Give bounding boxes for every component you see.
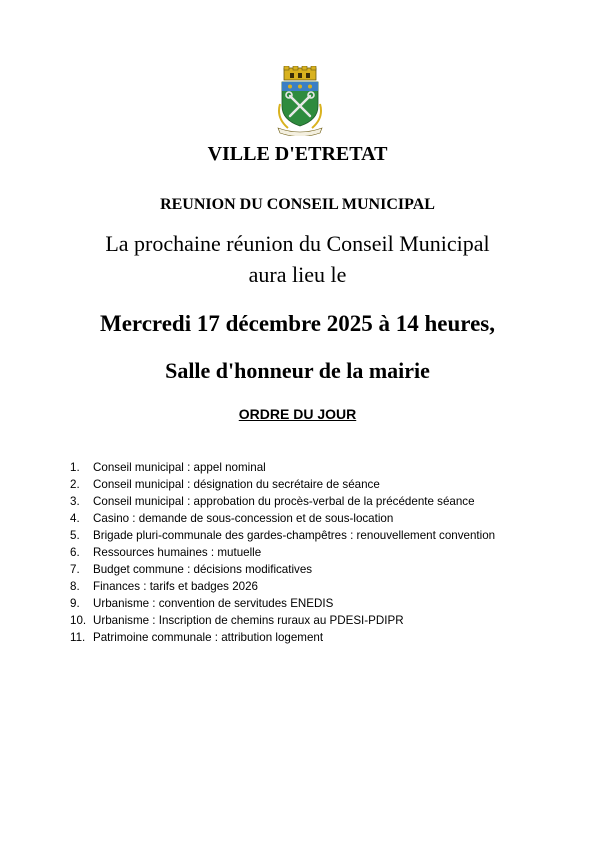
item-number: 6. xyxy=(70,546,80,559)
item-text: Brigade pluri-communale des gardes-champêtres : renouvellement convention xyxy=(93,529,496,542)
item-number: 4. xyxy=(70,512,80,525)
agenda-title: ORDRE DU JOUR xyxy=(238,406,357,422)
item-text: Patrimoine communale : attribution logement xyxy=(93,631,324,644)
town-name: VILLE D'ETRETAT xyxy=(207,143,388,165)
meeting-place: Salle d'honneur de la mairie xyxy=(165,358,430,383)
list-item xyxy=(70,578,530,595)
list-item xyxy=(70,476,530,493)
item-text: Conseil municipal : appel nominal xyxy=(93,461,266,474)
item-text: Urbanisme : Inscription de chemins ruraux au PDESI-PDIPR xyxy=(93,614,404,627)
item-number: 1. xyxy=(70,461,80,474)
list-item xyxy=(70,459,530,476)
item-text: Conseil municipal : approbation du procès-verbal de la précédente séance xyxy=(93,495,475,508)
item-number: 8. xyxy=(70,580,80,593)
item-number: 11. xyxy=(70,631,86,644)
item-number: 3. xyxy=(70,495,80,508)
list-item xyxy=(70,595,530,612)
item-number: 9. xyxy=(70,597,80,610)
list-item xyxy=(70,612,530,629)
meeting-title: REUNION DU CONSEIL MUNICIPAL xyxy=(160,196,435,213)
item-number: 5. xyxy=(70,529,80,542)
item-text: Ressources humaines : mutuelle xyxy=(93,546,262,559)
list-item xyxy=(70,510,530,527)
item-text: Budget commune : décisions modificatives xyxy=(93,563,313,576)
list-item xyxy=(70,493,530,510)
intro-line-2: aura lieu le xyxy=(248,262,347,287)
item-text: Finances : tarifs et badges 2026 xyxy=(93,580,258,593)
meeting-intro xyxy=(0,228,595,290)
agenda-list xyxy=(70,459,530,646)
item-text: Casino : demande de sous-concession et de sous-location xyxy=(93,512,394,525)
item-number: 2. xyxy=(70,478,80,491)
item-text: Conseil municipal : désignation du secrétaire de séance xyxy=(93,478,380,491)
etretat-coat-of-arms-icon xyxy=(270,66,330,136)
meeting-date: Mercredi 17 décembre 2025 à 14 heures, xyxy=(100,311,495,336)
item-number: 7. xyxy=(70,563,80,576)
list-item xyxy=(70,561,530,578)
list-item xyxy=(70,544,530,561)
item-text: Urbanisme : convention de servitudes ENEDIS xyxy=(93,597,334,610)
list-item xyxy=(70,527,530,544)
list-item xyxy=(70,629,530,646)
intro-line-1: La prochaine réunion du Conseil Municipal xyxy=(105,231,490,256)
item-number: 10. xyxy=(70,614,87,627)
